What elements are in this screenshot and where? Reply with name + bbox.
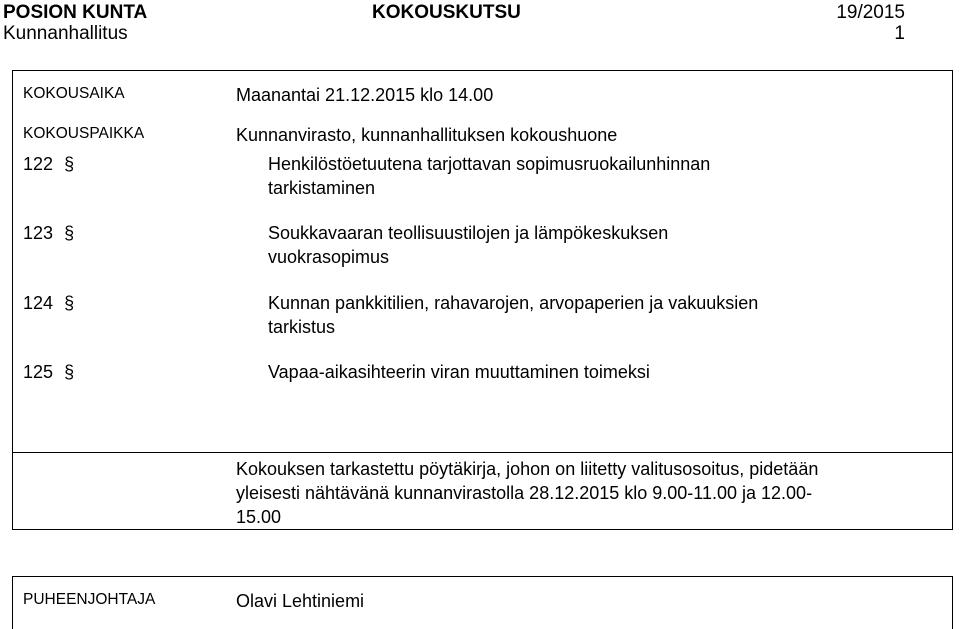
section-sign: §	[64, 293, 75, 313]
meeting-time-label: KOKOUSAIKA	[23, 85, 125, 102]
section-sign: §	[64, 362, 75, 382]
meeting-place-value: Kunnanvirasto, kunnanhallituksen kokoushuone	[236, 125, 618, 145]
agenda-item-number: 124	[23, 293, 54, 313]
document-number: 19/2015	[836, 2, 905, 23]
agenda-item-title-line2: vuokrasopimus	[268, 247, 390, 267]
agenda-item-number: 125	[23, 362, 54, 382]
agenda-item-number: 123	[23, 223, 54, 243]
chair-label: PUHEENJOHTAJA	[23, 591, 156, 608]
governing-body: Kunnanhallitus	[3, 23, 128, 44]
agenda-item-title-line1: Kunnan pankkitilien, rahavarojen, arvopaperien ja vakuuksien	[268, 293, 759, 313]
chair-name: Olavi Lehtiniemi	[236, 591, 365, 611]
agenda-item-number: 122	[23, 154, 54, 174]
agenda-item-title-line2: tarkistaminen	[268, 178, 376, 198]
minutes-note-line1: Kokouksen tarkastettu pöytäkirja, johon on liitetty valitusosoitus, pidetään	[236, 459, 819, 479]
meeting-place-label: KOKOUSPAIKKA	[23, 125, 145, 142]
document-type: KOKOUSKUTSU	[372, 2, 521, 23]
agenda-item-title-line1: Henkilöstöetuutena tarjottavan sopimusruokailunhinnan	[268, 154, 711, 174]
meeting-time-value: Maanantai 21.12.2015 klo 14.00	[236, 85, 494, 105]
page-number: 1	[894, 23, 905, 44]
section-sign: §	[64, 154, 75, 174]
agenda-item-title-line2: tarkistus	[268, 317, 336, 337]
agenda-item-title-line1: Vapaa-aikasihteerin viran muuttaminen toimeksi	[268, 362, 650, 382]
agenda-item-title-line1: Soukkavaaran teollisuustilojen ja lämpökeskuksen	[268, 223, 669, 243]
organization-name: POSION KUNTA	[3, 2, 148, 23]
section-divider	[13, 452, 952, 453]
section-sign: §	[64, 223, 75, 243]
minutes-note-line3: 15.00	[236, 507, 282, 527]
minutes-note-line2: yleisesti nähtävänä kunnanvirastolla 28.12.2015 klo 9.00-11.00 ja 12.00-	[236, 483, 813, 503]
